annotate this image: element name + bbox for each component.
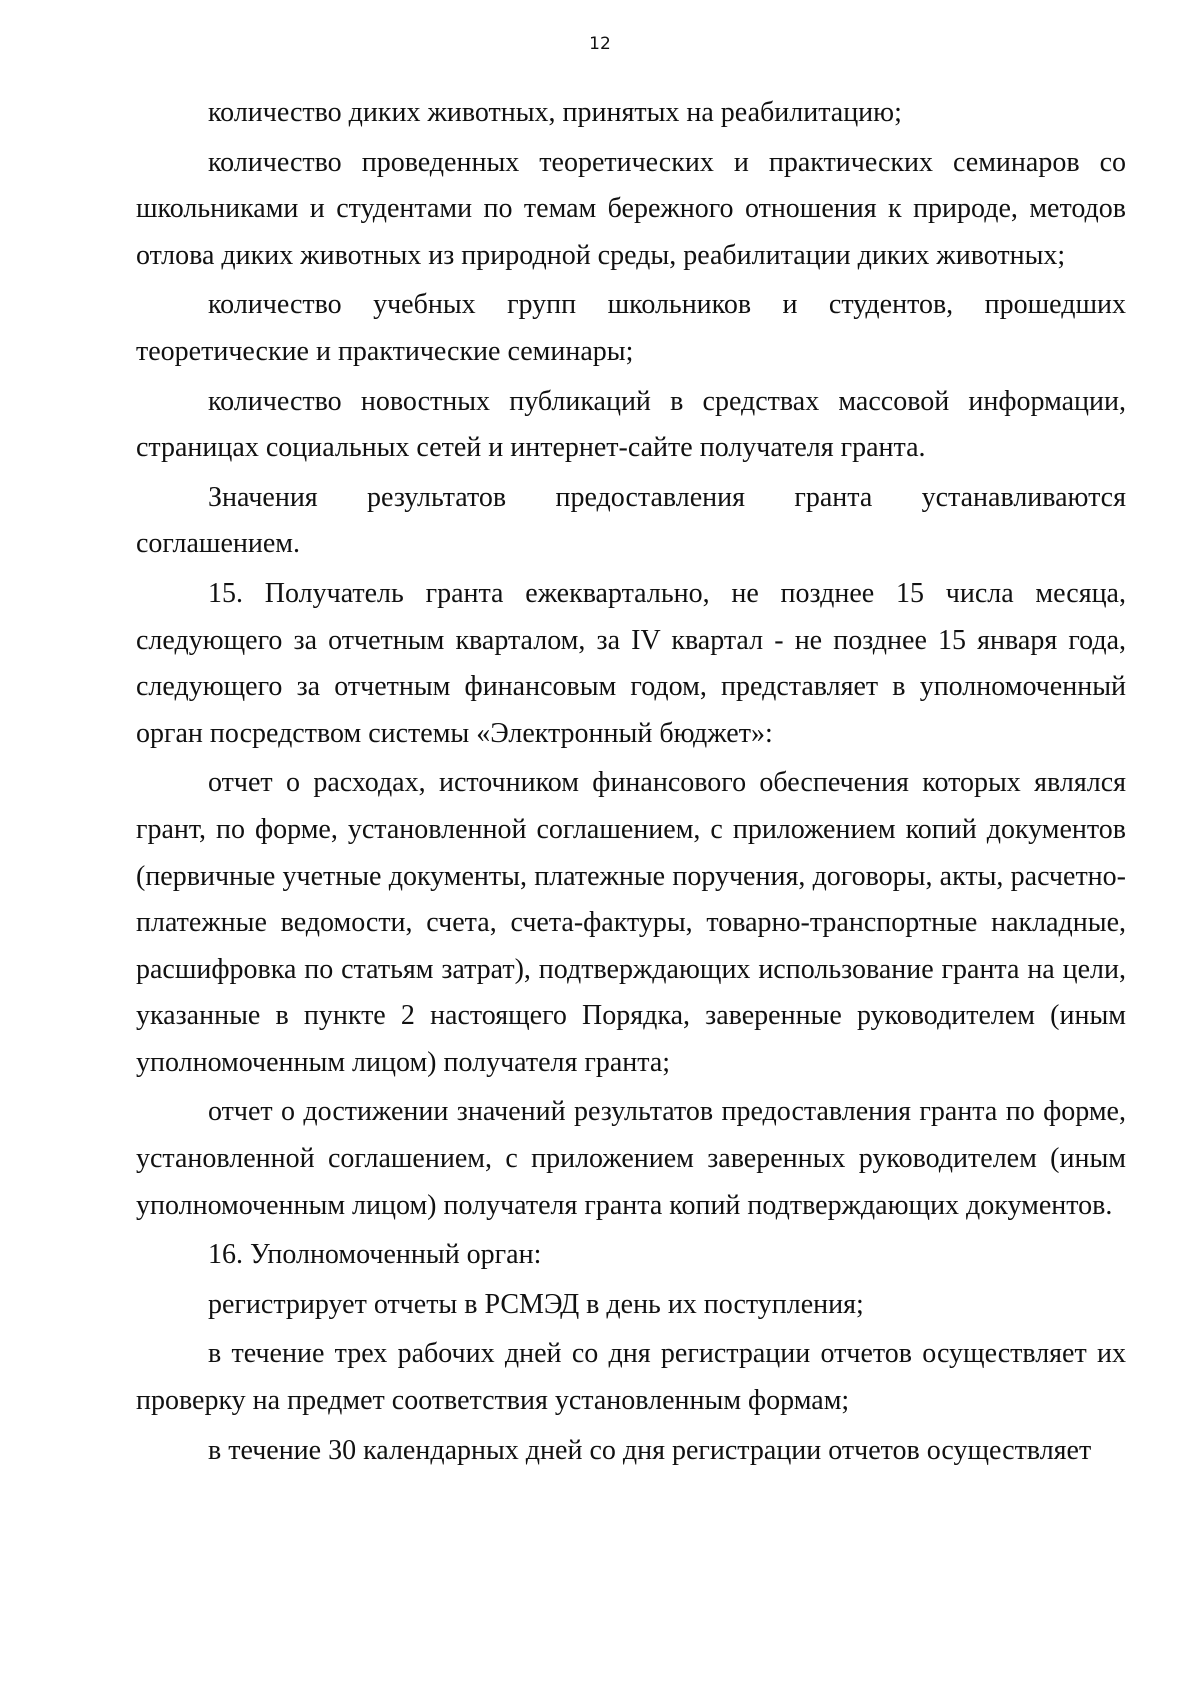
paragraph-register-reports: регистрирует отчеты в РСМЭД в день их поступления; [208,1288,864,1320]
paragraph-section-16: 16. Уполномоченный орган: [208,1239,542,1271]
paragraph-three-days-check: в течение трех рабочих дней со дня регистрации отчетов осуществляет их проверку на предмет соответствия установленным формам; [136,1338,1126,1417]
paragraph-section-15: 15. Получатель гранта ежеквартально, не позднее 15 числа месяца, следующего за отчетным кварталом, за IV квартал - не позднее 15 января года, следующего за отчетным финансовым годом, представляет в уполномоченный орган посредством системы «Электронный бюджет»: [136,577,1126,749]
paragraph-thirty-days: в течение 30 календарных дней со дня регистрации отчетов осуществляет [208,1434,1092,1466]
paragraph-results-report: отчет о достижении значений результатов предоставления гранта по форме, установленной соглашением, с приложением заверенных руководителем (иным уполномоченным лицом) получателя гранта копий подтверждающих документов. [136,1096,1126,1221]
document-body [136,90,1126,1474]
paragraph-study-groups-count: количество учебных групп школьников и студентов, прошедших теоретические и практические семинары; [136,289,1126,367]
paragraph-news-publications-count: количество новостных публикаций в средствах массовой информации, страницах социальных сетей и интернет-сайте получателя гранта. [136,385,1126,464]
paragraph-wild-animals-count: количество диких животных, принятых на реабилитацию; [208,97,902,128]
paragraph-expense-report: отчет о расходах, источником финансового обеспечения которых являлся грант, по форме, установленной соглашением, с приложением копий документов (первичные учетные документы, платежные поручения, договоры, акты, расчетно-платежные ведомости, счета, счета-фактуры, товарно-транспортные накладные, расшифровка по статьям затрат), подтверждающих использование гранта на цели, указанные в пункте 2 настоящего Порядка, заверенные руководителем (иным уполномоченным лицом) получателя гранта; [136,767,1126,1078]
paragraph-seminars-count: количество проведенных теоретических и практических семинаров со школьниками и студентами по темам бережного отношения к природе, методов отлова диких животных из природной среды, реабилитации диких животных; [136,146,1126,271]
page-number: 12 [589,34,611,54]
paragraph-result-values: Значения результатов предоставления гранта устанавливаются соглашением. [136,481,1126,560]
